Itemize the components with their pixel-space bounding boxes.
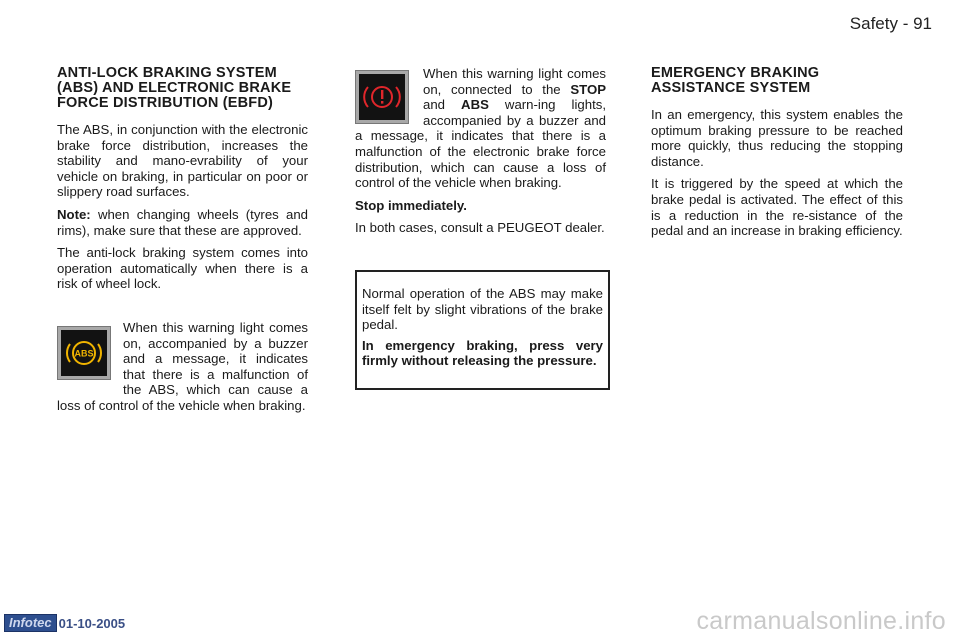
stop-immediately: Stop immediately.	[355, 197, 467, 213]
abs-warning-text: When this warning light comes on, accompanied by a buzzer and a message, it indicates that there is a malfunction of the ABS, which can cause a loss of control of the vehicle when braking.	[57, 319, 308, 413]
svg-text:ABS: ABS	[74, 348, 94, 359]
abs-section	[57, 66, 308, 414]
ebfd-warning-text	[355, 66, 606, 191]
ebfd-text-3: warn-ing lights, accompanied by a buzzer and a message, it indicates that there is a malfunction of the electronic brake force distribution, which can cause a loss of control of the vehicle when braking.	[355, 97, 606, 191]
abs-warning-block	[57, 320, 308, 414]
footer-date: 01-10-2005	[58, 615, 126, 631]
wheel-note	[57, 207, 308, 238]
note-text: when changing wheels (tyres and rims), make sure that these are approved.	[57, 206, 308, 238]
stop-label: STOP	[570, 81, 606, 97]
abs-notice-box	[355, 270, 610, 390]
normal-operation-text: Normal operation of the ABS may make itself felt by slight vibrations of the brake pedal.	[362, 285, 603, 333]
abs-heading: ANTI-LOCK BRAKING SYSTEM (ABS) AND ELECTRONIC BRAKE FORCE DISTRIBUTION (EBFD)	[57, 65, 292, 111]
emergency-braking-text: In emergency braking, press very firmly without releasing the pressure.	[362, 337, 603, 369]
consult-dealer: In both cases, consult a PEUGEOT dealer.	[355, 220, 605, 236]
ebfd-section	[355, 66, 606, 390]
brake-warning-icon	[355, 70, 409, 124]
infotec-logo: Infotec	[4, 614, 57, 632]
emergency-braking-section	[651, 66, 903, 246]
note-label: Note:	[57, 206, 91, 222]
abs-warning-icon	[57, 326, 111, 380]
ebfd-text-1: When this warning light comes on, connected to the	[423, 66, 606, 97]
abs-intro: The ABS, in conjunction with the electronic brake force distribution, increases the stability and mano-evrability of your vehicle on braking, in particular on poor or slippery road surfaces.	[57, 122, 308, 200]
page-label: Safety - 91	[849, 14, 932, 33]
abs-automatic: The anti-lock braking system comes into operation automatically when there is a risk of wheel lock.	[57, 245, 308, 292]
emergency-para-1: In an emergency, this system enables the optimum braking pressure to be reached more quickly, thus reducing the stopping distance.	[651, 107, 903, 169]
ebfd-text-2: and	[423, 97, 462, 113]
watermark: carmanualsonline.info	[696, 607, 946, 635]
emergency-para-2: It is triggered by the speed at which the brake pedal is activated. The effect of this is a reduction in the re-sistance of the pedal and an increase in braking efficiency.	[651, 176, 903, 239]
abs-label: ABS	[461, 97, 489, 113]
footer	[4, 614, 125, 632]
emergency-heading: EMERGENCY BRAKING ASSISTANCE SYSTEM	[651, 65, 820, 96]
